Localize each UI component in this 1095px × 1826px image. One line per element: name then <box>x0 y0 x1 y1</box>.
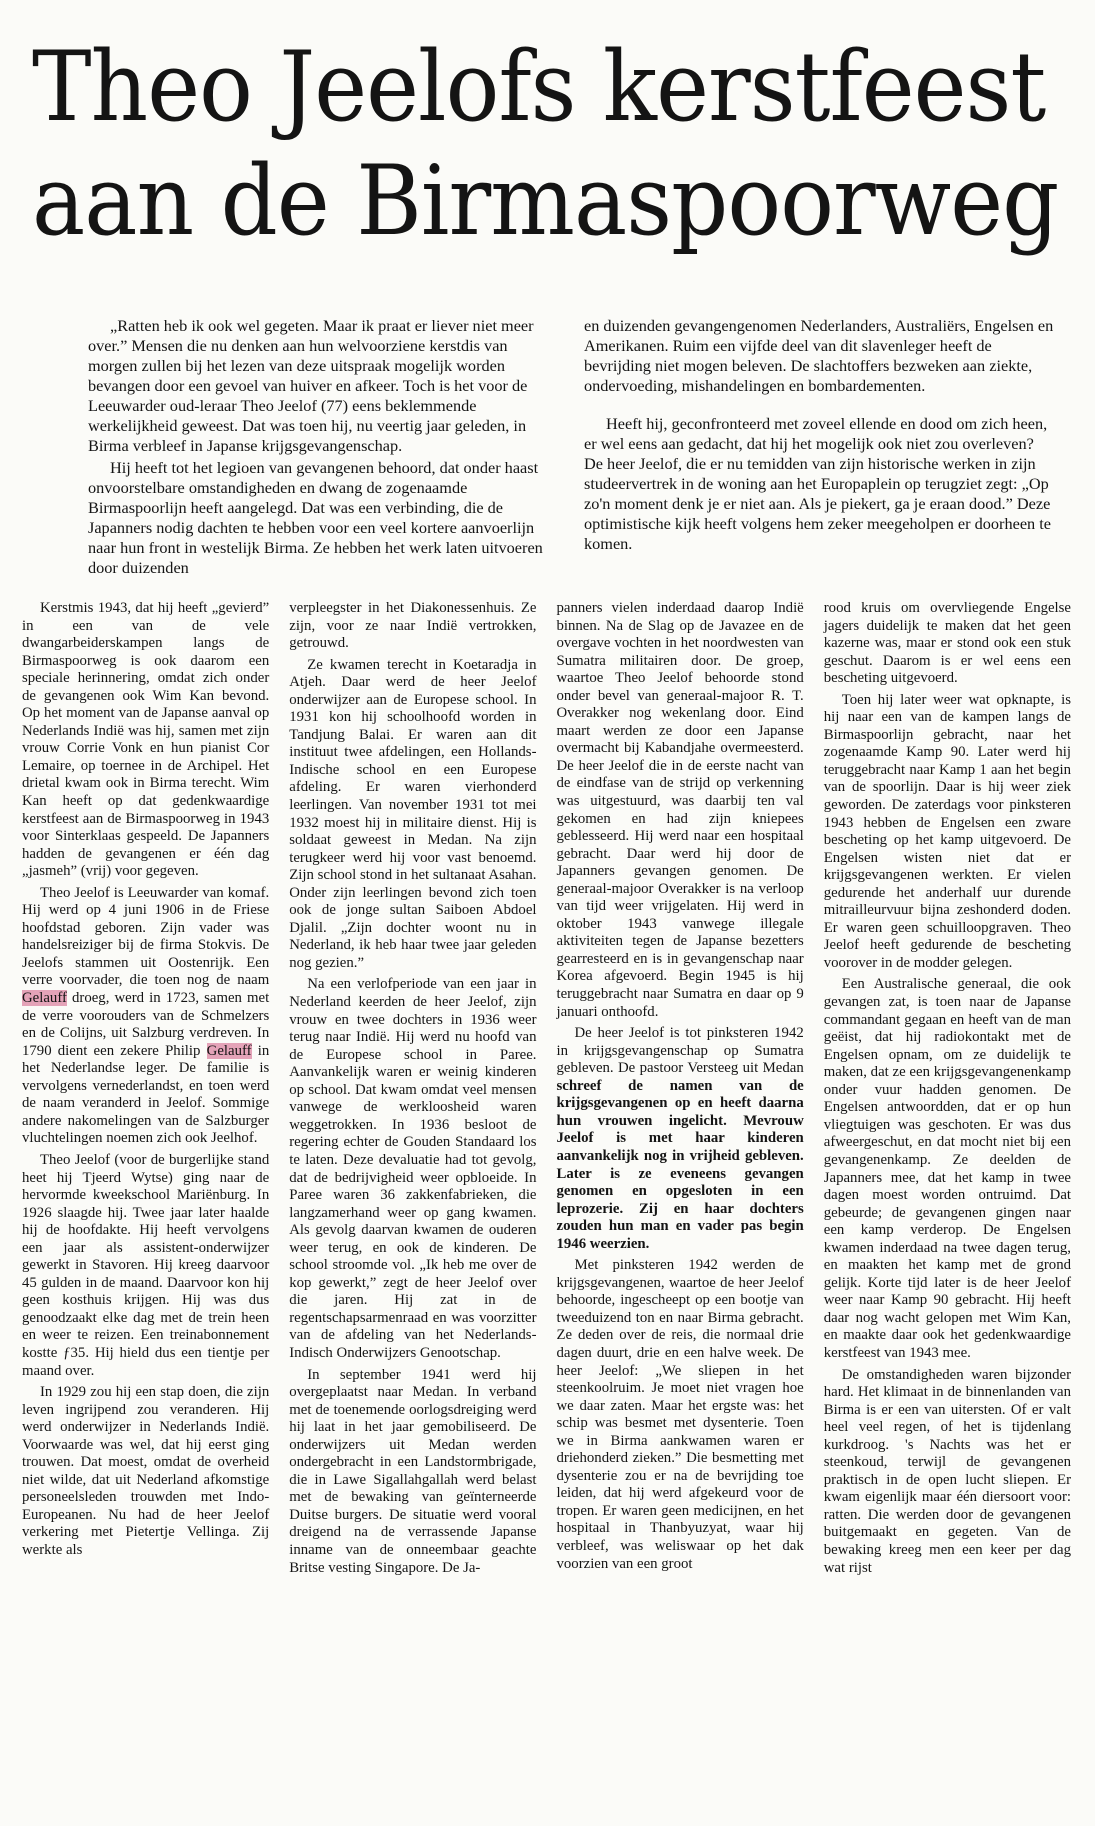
bold-passage: schreef de namen van de krijgsgevangenen op en heeft daarna hun vrouwen ingelicht. Mevrouw Jeelof is met haar kinderen aanvankelijk nog in vrijheid gebleven. Later is ze eveneens gevangen genomen en opgesloten in een leprozerie. Zij en haar dochters zouden hun man en vader pas begin 1946 weerzien. <box>556 1077 804 1252</box>
intro-paragraph: en duizenden gevangengenomen Nederlanders, Australiërs, Engelsen en Amerikanen. Ruim een vijfde deel van dit slavenleger heeft de bevrijding niet mogen beleven. De slachtoffers bezweken aan ziekte, ondervoeding, mishandelingen en bombardementen. <box>584 316 1054 395</box>
intro-column-1 <box>88 316 558 580</box>
intro-paragraph: Heeft hij, geconfronteerd met zoveel ellende en dood om zich heen, er wel eens aan gedacht, dat hij het mogelijk ook niet zou overleven? De heer Jeelof, die er nu temidden van zijn historische werken in zijn studeervertrek in de woning aan het Europaplein op terugziet zegt: „Op zo'n moment denk je er niet aan. Als je piekert, ga je eraan dood.” Deze optimistische kijk heeft volgens hem zeker meegeholpen er doorheen te komen. <box>584 414 1052 553</box>
body-text: De heer Jeelof is tot pinksteren 1942 in krijgsgevangenschap op Sumatra gebleven. De pastoor Versteeg uit Medan <box>556 1025 804 1077</box>
body-paragraph: In 1929 zou hij een stap doen, die zijn leven ingrijpend zou veranderen. Hij werd onderwijzer in Nederlands Indië. Voorwaarde was wel, dat hij eerst ging trouwen. Dat moest, omdat de overheid niet wilde, dat uit Nederland afkomstige personeelsleden trouwden met Indo-Europeanen. Nu had de heer Jeelof verkering met Pietertje Vellinga. Zij werkte als <box>22 1384 270 1558</box>
body-paragraph: De omstandigheden waren bijzonder hard. Het klimaat in de binnenlanden van Birma is er een van uitersten. Of er valt heel veel regen, of het is tijdenlang kurkdroog. 's Nachts was het er steenkoud, terwijl de gevangenen praktisch in de open lucht sliepen. Er kwam eigenlijk maar één diersoort voor: ratten. Die werden door de gevangenen buitgemaakt en gegeten. Van de bewaking kreeg men een keer per dag wat rijst <box>823 1366 1071 1576</box>
intro-paragraph: „Ratten heb ik ook wel gegeten. Maar ik praat er liever niet meer over.” Mensen die nu denken aan hun welvoorziene kerstdis van morgen zullen bij het lezen van deze uitspraak mogelijk worden bevangen door een gevoel van huiver en afkeer. Toch is het voor de Leeuwarder oud-leraar Theo Jeelof (77) eens beklemmende werkelijkheid geweest. Dat was toen hij, nu veertig jaar geleden, in Birma verbleef in Japanse krijgsgevangenschap. <box>88 316 534 455</box>
highlighted-surname: Gelauff <box>22 990 67 1007</box>
body-paragraph <box>557 1025 804 1253</box>
body-text: droeg, werd in 1723, samen met de verre voorouders van de Schmelzers en de Colijns, uit Salzburg verdreven. In 1790 dient een zekere Philip <box>22 990 270 1059</box>
body-text: in het Nederlandse leger. De familie is vervolgens vernederlandst, en toen werd de naam veranderd in Jeelof. Sommige andere nakomelingen van de Salzburger vluchtelingen noemen zich ook Jeelhof. <box>22 1042 270 1147</box>
body-paragraph: panners vielen inderdaad daarop Indië binnen. Na de Slag op de Javazee en de overgave vochten in het noordwesten van Sumatra militairen door. De groep, waartoe Theo Jeelof behoorde stond onder bevel van generaal-majoor R. T. Overakker nog wekenlang door. Eind maart werden ze door een Japanse overmacht bij Kabandjahe overmeesterd. De heer Jeelof die in de eerste nacht van de eindfase van de strijd op verkenning was uitgestuurd, was daarbij ten val gekomen en had zijn kniepees geblesseerd. Hij werd naar een hospitaal gebracht. Daar werd hij door de Japanners gevangen genomen. De generaal-majoor Overakker is na verloop van tijd weer vrijgelaten. Hij werd in oktober 1943 vanwege illegale aktiviteiten tegen de Japanse bezetters gearresteerd en is in gevangenschap naar Korea afgevoerd. Begin 1945 is hij teruggebracht naar Sumatra en daar op 9 januari onthoofd. <box>556 600 804 1020</box>
body-column-2 <box>289 600 536 1577</box>
body-paragraph: rood kruis om overvliegende Engelse jagers duidelijk te maken dat het geen kazerne was, maar er stond ook een stuk geschut. Daarom is er wel eens een bescheting uitgevoerd. <box>823 600 1071 687</box>
body-column-4 <box>824 600 1071 1577</box>
body-paragraph: Een Australische generaal, die ook gevangen zat, is toen naar de Japanse commandant gegaan en heeft van de man geëist, dat hij radiokontakt met de Engelsen opnam, om ze duidelijk te maken, dat ze een krijgsgevangenenkamp onder vuur hadden genomen. De Engelsen antwoordden, dat er op hun vliegtuigen was geschoten. Er was dus afweergeschut, en dat mocht niet bij een gevangenenkamp. Ze deelden de Japanners mee, dat het kamp in twee dagen moest worden ontruimd. Dat gebeurde; de gevangenen gingen naar een kamp verderop. De Engelsen kwamen inderdaad na twee dagen terug, en maakten het kamp met de grond gelijk. Korte tijd later is de heer Jeelof weer naar Kamp 90 gebracht. Hij heeft daar nog wacht gelopen met Wim Kan, en maakte daar ook het gedenkwaardige kerstfeest van 1943 mee. <box>823 976 1071 1361</box>
body-paragraph <box>22 885 269 1148</box>
article-body <box>22 600 1071 1577</box>
body-text: Theo Jeelof is Leeuwarder van komaf. Hij werd op 4 juni 1906 in de Friese hoofdstad geboren. Zijn vader was handelsreiziger bij de firma Stokvis. De Jeelofs stammen uit Oostenrijk. Een verre voorvader, die toen nog de naam <box>22 884 270 989</box>
highlighted-surname: Gelauff <box>206 1042 252 1059</box>
headline-line-1: Theo Jeelofs kerstfeest <box>32 31 1046 143</box>
body-paragraph: Kerstmis 1943, dat hij heeft „gevierd” in een van de vele dwangarbeiderskampen langs de Birmaspoorweg is ook daarom een speciale herinnering, omdat zich onder de gevangenen ook Wim Kan bevond. Op het moment van de Japanse aanval op Nederlands Indië was hij, samen met zijn vrouw Corrie Vonk en hun pianist Cor Lemaire, op toernee in de Archipel. Het drietal kwam ook in Birma terecht. Wim Kan heeft op dat gedenkwaardige kerstfeest aan de Birmaspoorweg in 1943 voor Sinterklaas gespeeld. De Japanners hadden de gevangenen er één dag „jasmeh” (vrij) voor gegeven. <box>22 600 270 880</box>
body-paragraph: Na een verlofperiode van een jaar in Nederland keerden de heer Jeelof, zijn vrouw en twee dochters in 1936 weer terug naar Indië. Hij werd nu hoofd van de Europese school in Paree. Aanvankelijk waren er weinig kinderen op school. Dat kwam omdat veel mensen vanwege de werkloosheid waren weggetrokken. In 1936 besloot de regering echter de Gouden Standaard los te laten. Deze devaluatie had tot gevolg, dat de bedrijvigheid weer opbloeide. In Paree waren 36 zakkenfabrieken, die langzamerhand weer op gang kwamen. Als gevolg daarvan kwamen de ouderen weer terug, en ook de kinderen. De school stroomde vol. „Ik heb me over de kop gewerkt,” zegt de heer Jeelof over die jaren. Hij zat in de regentschapsarmenraad en was voorzitter van de afdeling van het Nederlands-Indisch Onderwijzers Genootschap. <box>289 976 537 1361</box>
headline <box>32 30 1059 258</box>
intro-lead <box>22 316 1071 580</box>
body-column-3 <box>557 600 804 1577</box>
body-paragraph: Met pinksteren 1942 werden de krijgsgevangenen, waartoe de heer Jeelof behoorde, ingescheept op een bootje van tweeduizend ton en naar Birma gebracht. Ze deden over de reis, die normaal drie dagen duurt, drie en een halve week. De heer Jeelof: „We sliepen in het steenkoolruim. Je moet niet vragen hoe we daar zaten. Maar het ergste was: het schip was besmet met dysenterie. Toen we in Birma aankwamen waren er driehonderd zieken.” Die besmetting met dysenterie zou er na de bevrijding toe leiden, dat hij werd afgekeurd voor de tropen. Er waren geen medicijnen, en het hospitaal in Thanbyuzyat, waar hij verbleef, was weliswaar op het dak voorzien van een groot <box>556 1257 804 1572</box>
headline-line-2: aan de Birmaspoorweg <box>32 145 1059 257</box>
body-paragraph: Theo Jeelof (voor de burgerlijke stand heet hij Tjeerd Wytse) ging naar de hervormde kweekschool Mariënburg. In 1926 slaagde hij. Twee jaar later haalde hij de hoofdakte. Hij heeft vervolgens een jaar als assistent-onderwijzer gewerkt in Stavoren. Hij kreeg daarvoor 45 gulden in de maand. Daarvoor kon hij geen kosthuis krijgen. Hij was dus genoodzaakt elke dag met de trein heen en weer te reizen. Een treinabonnement kostte ƒ35. Hij hield dus een tientje per maand over. <box>22 1151 270 1379</box>
body-paragraph: Ze kwamen terecht in Koetaradja in Atjeh. Daar werd de heer Jeelof onderwijzer aan de Europese school. In 1931 kon hij schoolhoofd worden in Tandjung Balai. Er waren aan dit instituut twee afdelingen, een Hollands-Indische school en een Europese afdeling. Er waren vierhonderd leerlingen. Van november 1931 tot mei 1932 moest hij in militaire dienst. Hij is soldaat geweest in Medan. Na zijn terugkeer werd hij voor vast benoemd. Zijn school stond in het sultanaat Asahan. Onder zijn leerlingen bevond zich toen ook de jonge sultan Saiboen Abdoel Djalil. „Zijn dochter woont nu in Nederland, ik heb haar twee jaar geleden nog gezien.” <box>289 656 537 971</box>
body-paragraph: verpleegster in het Diakonessenhuis. Ze zijn, voor ze naar Indië vertrokken, getrouwd. <box>289 600 537 652</box>
body-paragraph: Toen hij later weer wat opknapte, is hij naar een van de kampen langs de Birmaspoorlijn gebracht, naar het zogenaamde Kamp 90. Later werd hij teruggebracht naar Kamp 1 aan het begin van de spoorlijn. Daar is hij weer ziek geworden. De zaterdags voor pinksteren 1943 hebben de Engelsen een zware bescheting op het kamp uitgevoerd. De Engelsen wisten niet dat er krijgsgevangenen werkten. Er vielen gedurende het anderhalf uur durende mitrailleurvuur bijna zeshonderd doden. Er waren geen schuilloopgraven. Theo Jeelof heeft gedurende de bescheting voorover in de modder gelegen. <box>823 691 1071 971</box>
intro-column-2 <box>584 316 1054 580</box>
body-paragraph: In september 1941 werd hij overgeplaatst naar Medan. In verband met de toenemende oorlogsdreiging werd hij laat in het jaar gemobiliseerd. De onderwijzers uit Medan werden ondergebracht in een Landstormbrigade, die in Lawe Sigallahgallah werd belast met de bewaking van geïnterneerde Duitse burgers. De situatie werd vooral dreigend na de verrassende Japanse inname van de onneembaar geachte Britse vesting Singapore. De Ja- <box>289 1366 537 1576</box>
intro-paragraph: Hij heeft tot het legioen van gevangenen behoord, dat onder haast onvoorstelbare omstandigheden en dwang de zogenaamde Birmaspoorlijn heeft aangelegd. Dat was een verbinding, die de Japanners nodig dachten te hebben voor een veel kortere aanvoerlijn naar hun front in westelijk Birma. Ze hebben het werk laten uitvoeren door duizenden <box>88 458 543 577</box>
body-column-1 <box>22 600 269 1577</box>
